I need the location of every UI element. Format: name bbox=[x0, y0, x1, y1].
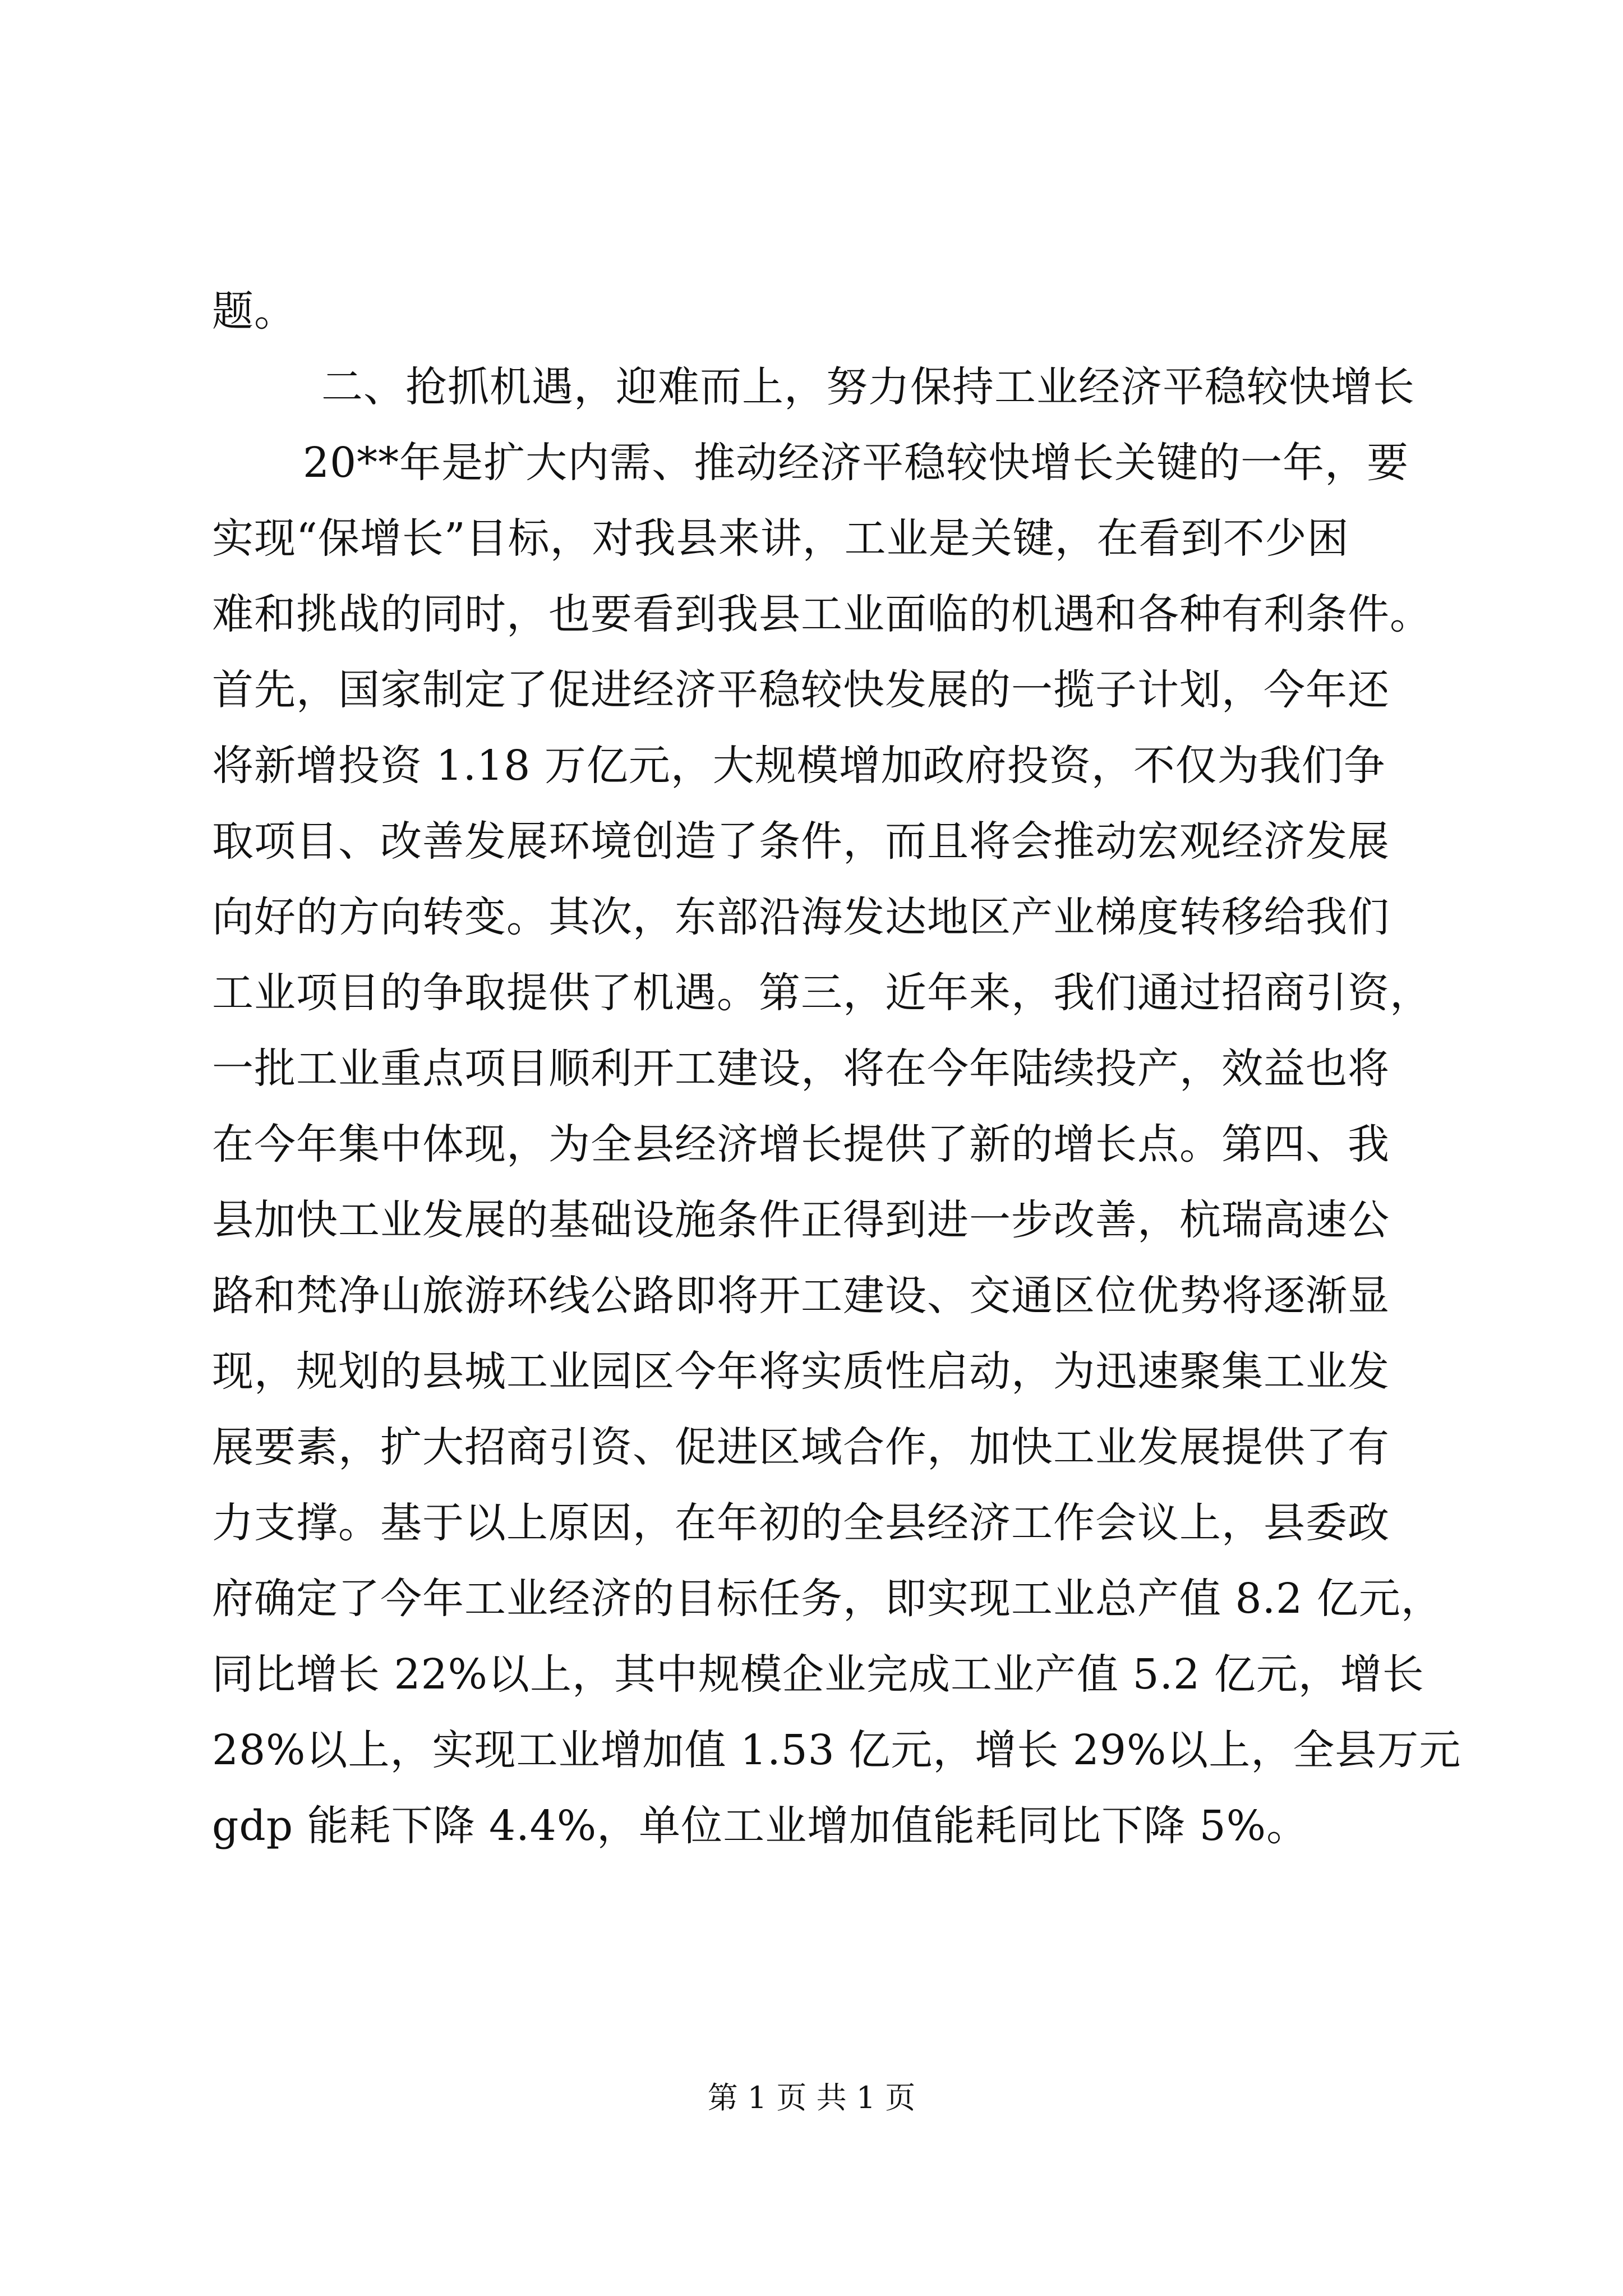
text-line: 现，规划的县城工业园区今年将实质性启动，为迅速聚集工业发 bbox=[212, 1347, 1390, 1396]
text-line: 取项目、改善发展环境创造了条件，而且将会推动宏观经济发展 bbox=[212, 817, 1390, 866]
text-line: 题。 bbox=[212, 287, 296, 335]
text-line: 首先，国家制定了促进经济平稳较快发展的一揽子计划，今年还 bbox=[212, 666, 1390, 714]
text-line: 力支撑。基于以上原因，在年初的全县经济工作会议上，县委政 bbox=[212, 1499, 1390, 1547]
text-line: 同比增长 22%以上，其中规模企业完成工业产值 5.2 亿元，增长 bbox=[212, 1650, 1424, 1699]
page-number-footer: 第 1 页 共 1 页 bbox=[707, 2080, 916, 2115]
text-line: 县加快工业发展的基础设施条件正得到进一步改善，杭瑞高速公 bbox=[212, 1196, 1390, 1244]
text-line: 展要素，扩大招商引资、促进区域合作，加快工业发展提供了有 bbox=[212, 1423, 1390, 1471]
text-line: 一批工业重点项目顺利开工建设，将在今年陆续投产，效益也将 bbox=[212, 1045, 1390, 1093]
text-line: 实现“保增长”目标，对我县来讲，工业是关键，在看到不少困 bbox=[212, 514, 1349, 563]
text-line: 难和挑战的同时，也要看到我县工业面临的机遇和各种有利条件。 bbox=[212, 590, 1432, 638]
text-line: 将新增投资 1.18 万亿元，大规模增加政府投资，不仅为我们争 bbox=[212, 742, 1386, 790]
text-line: 向好的方向转变。其次，东部沿海发达地区产业梯度转移给我们 bbox=[212, 893, 1390, 941]
section-heading: 二、抢抓机遇，迎难而上，努力保持工业经济平稳较快增长 bbox=[321, 363, 1415, 411]
text-line: 路和梵净山旅游环线公路即将开工建设、交通区位优势将逐渐显 bbox=[212, 1272, 1390, 1320]
text-line: 府确定了今年工业经济的目标任务，即实现工业总产值 8.2 亿元， bbox=[212, 1575, 1443, 1623]
text-line: gdp 能耗下降 4.4%，单位工业增加值能耗同比下降 5%。 bbox=[212, 1802, 1309, 1850]
text-line: 28%以上，实现工业增加值 1.53 亿元，增长 29%以上，全县万元 bbox=[212, 1726, 1461, 1774]
text-line: 在今年集中体现，为全县经济增长提供了新的增长点。第四、我 bbox=[212, 1120, 1390, 1168]
text-line: 工业项目的争取提供了机遇。第三，近年来，我们通过招商引资， bbox=[212, 969, 1432, 1017]
text-line: 20**年是扩大内需、推动经济平稳较快增长关键的一年，要 bbox=[303, 439, 1409, 487]
